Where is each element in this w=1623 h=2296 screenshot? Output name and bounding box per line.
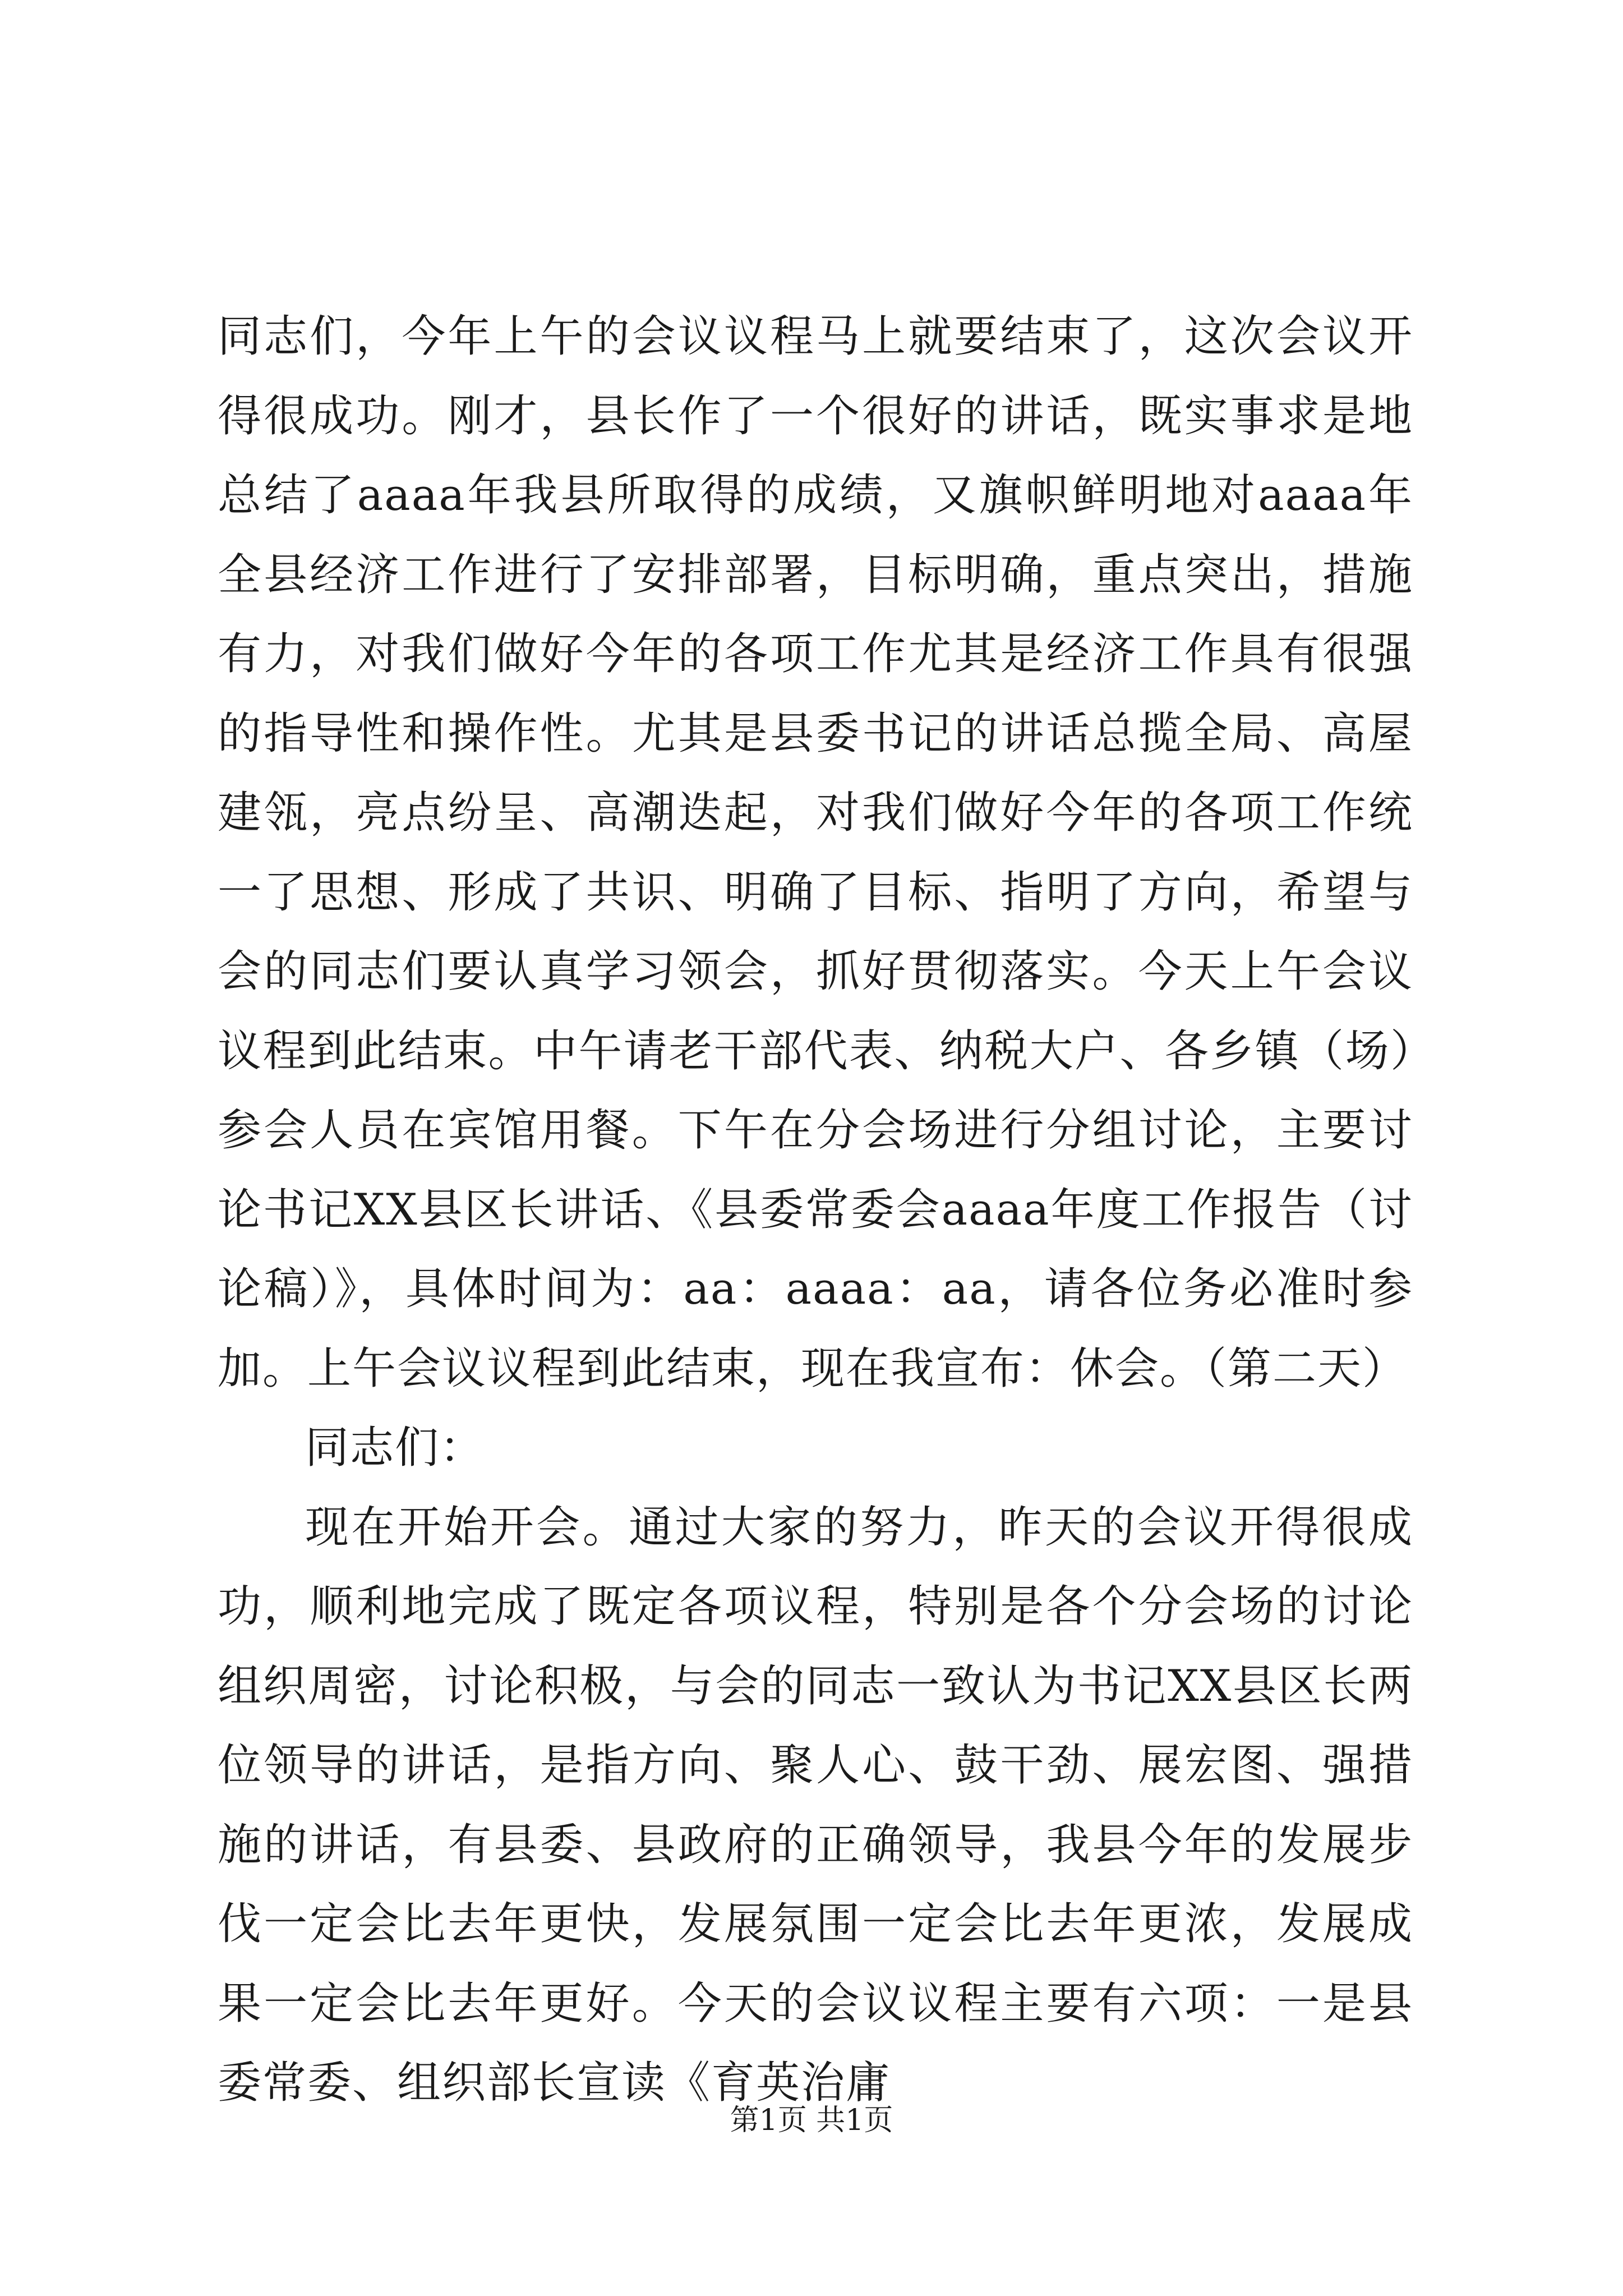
- paragraph-closing-remarks: 同志们，今年上午的会议议程马上就要结束了，这次会议开得很成功。刚才，县长作了一个很好的讲话，既实事求是地总结了aaaa年我县所取得的成绩，又旗帜鲜明地对aaaa年全县经济工作进行了安排部署，目标明确，重点突出，措施有力，对我们做好今年的各项工作尤其是经济工作具有很强的指导性和操作性。尤其是县委书记的讲话总揽全局、高屋建瓴，亮点纷呈、高潮迭起，对我们做好今年的各项工作统一了思想、形成了共识、明确了目标、指明了方向，希望与会的同志们要认真学习领会，抓好贯彻落实。今天上午会议议程到此结束。中午请老干部代表、纳税大户、各乡镇（场）参会人员在宾馆用餐。下午在分会场进行分组讨论，主要讨论书记XX县区长讲话、《县委常委会aaaa年度工作报告（讨论稿）》，具体时间为：aa：aaaa：aa，请各位务必准时参加。上午会议议程到此结束，现在我宣布：休会。（第二天）: [218, 311, 1413, 1394]
- paragraph-opening-remarks: 现在开始开会。通过大家的努力，昨天的会议开得很成功，顺利地完成了既定各项议程，特别是各个分会场的讨论组织周密，讨论积极，与会的同志一致认为书记XX县区长两位领导的讲话，是指方向、聚人心、鼓干劲、展宏图、强措施的讲话，有县委、县政府的正确领导，我县今年的发展步伐一定会比去年更快，发展氛围一定会比去年更浓，发展成果一定会比去年更好。今天的会议议程主要有六项：一是县委常委、组织部长宣读《育英治庸: [218, 1502, 1413, 2108]
- document-body: [218, 297, 1413, 2123]
- page-footer: 第1页 共1页: [730, 2104, 893, 2137]
- paragraph-salutation: 同志们：: [305, 1423, 485, 1473]
